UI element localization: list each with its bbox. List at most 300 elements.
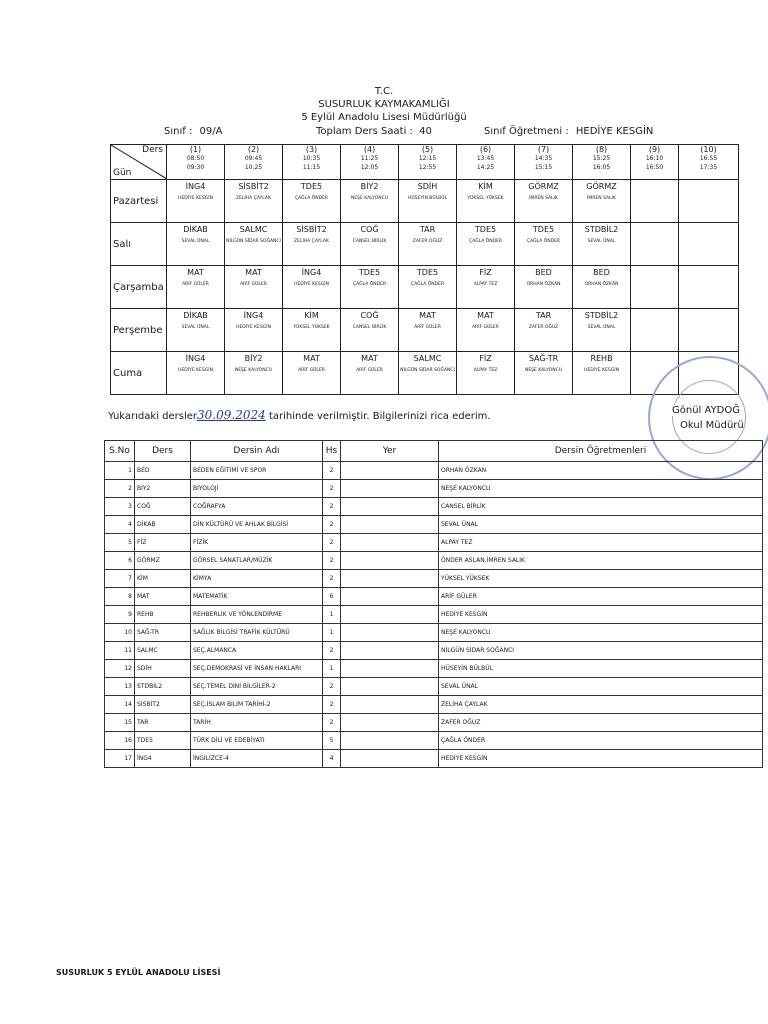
lesson-code: MAT: [477, 311, 494, 320]
period-end: 15:15: [534, 164, 553, 171]
period-number: (3): [305, 145, 318, 154]
course-teachers: YÜKSEL YÜKSEK: [439, 570, 763, 588]
course-teachers: SEVAL ÜNAL: [439, 678, 763, 696]
lesson-teacher: ÇAĞLA ÖNDER: [352, 282, 387, 287]
principal-name: Gönül AYDOĞ: [672, 405, 740, 416]
course-row: [105, 606, 763, 624]
lesson-teacher: NİLGÜN SİDAR SOĞANCI: [400, 368, 455, 373]
lesson-teacher: ORHAN ÖZKAN: [584, 282, 619, 287]
course-row: [105, 462, 763, 480]
course-teachers: SEVAL ÜNAL: [439, 516, 763, 534]
period-start: 11:25: [360, 155, 379, 162]
schedule-day-row: [111, 223, 739, 266]
course-hours: 2: [323, 696, 341, 714]
lesson-cell: [399, 266, 457, 309]
principal-title: Okul Müdürü: [680, 420, 744, 431]
header-teachers: Dersin Öğretmenleri: [439, 441, 763, 462]
course-number: 10: [105, 624, 135, 642]
course-hours: 1: [323, 606, 341, 624]
lesson-cell: [341, 180, 399, 223]
lesson-cell: [515, 352, 573, 395]
lesson-teacher: ZELİHA ÇAYLAK: [294, 239, 329, 244]
course-teachers: NİLGÜN SİDAR SOĞANCI: [439, 642, 763, 660]
lesson-code: TDE5: [358, 268, 381, 277]
course-hours: 2: [323, 480, 341, 498]
course-code: SİSBİT2: [135, 696, 191, 714]
course-teachers: NEŞE KALYONCU: [439, 480, 763, 498]
lesson-cell: [167, 223, 225, 266]
lesson-teacher: HÜSEYİN BÜLBÜL: [407, 196, 448, 201]
lesson-code: [679, 352, 738, 354]
lesson-code: FİZ: [479, 354, 492, 363]
course-hours: 1: [323, 624, 341, 642]
lesson-teacher: ZELİHA ÇAYLAK: [236, 196, 271, 201]
lesson-cell: [399, 352, 457, 395]
header-district: SUSURLUK KAYMAKAMLIĞI: [318, 99, 450, 110]
course-code: KİM: [135, 570, 191, 588]
lesson-teacher: HEDİYE KESGİN: [294, 282, 329, 287]
lesson-cell: [631, 266, 679, 309]
period-number: (5): [421, 145, 434, 154]
course-row: [105, 732, 763, 750]
lesson-code: BED: [593, 268, 610, 277]
lesson-teacher: ÇAĞLA ÖNDER: [294, 196, 329, 201]
course-row: [105, 552, 763, 570]
period-end: 12:05: [360, 164, 379, 171]
course-code: DİKAB: [135, 516, 191, 534]
lesson-code: İNG4: [185, 182, 206, 191]
lesson-cell: [573, 266, 631, 309]
lesson-code: MAT: [303, 354, 320, 363]
course-teachers: HEDİYE KESGİN: [439, 606, 763, 624]
course-number: 15: [105, 714, 135, 732]
course-row: [105, 588, 763, 606]
lesson-code: SİSBİT2: [296, 225, 327, 234]
lesson-teacher: ARİF GÜLER: [182, 282, 209, 287]
course-number: 4: [105, 516, 135, 534]
period-end: 17:35: [699, 164, 718, 171]
course-code: SAĞ-TR: [135, 624, 191, 642]
course-hours: 2: [323, 534, 341, 552]
lesson-cell: [679, 223, 739, 266]
period-end: 11:15: [302, 164, 321, 171]
course-row: [105, 660, 763, 678]
lesson-cell: [679, 266, 739, 309]
lesson-cell: [631, 223, 679, 266]
lesson-code: MAT: [361, 354, 378, 363]
lesson-teacher: ÇAĞLA ÖNDER: [410, 282, 445, 287]
course-number: 5: [105, 534, 135, 552]
period-number: (9): [648, 145, 661, 154]
period-number: (7): [537, 145, 550, 154]
course-room: [341, 552, 439, 570]
lesson-teacher: SEVAL ÜNAL: [587, 239, 616, 244]
lesson-code: MAT: [187, 268, 204, 277]
course-row: [105, 570, 763, 588]
lesson-code: GÖRMZ: [528, 182, 559, 191]
course-code: SALMC: [135, 642, 191, 660]
lesson-teacher: ARİF GÜLER: [356, 368, 383, 373]
course-number: 3: [105, 498, 135, 516]
course-teachers: ORHAN ÖZKAN: [439, 462, 763, 480]
notice-prefix: Yukarıdaki dersler: [108, 411, 198, 422]
course-room: [341, 588, 439, 606]
course-name: TÜRK DİLİ VE EDEBİYATI: [191, 732, 323, 750]
class-label: Sınıf :: [164, 126, 193, 137]
lesson-code: [679, 309, 738, 311]
lesson-cell: [515, 266, 573, 309]
lesson-code: REHB: [590, 354, 613, 363]
total-value: 40: [419, 126, 432, 137]
course-code: BED: [135, 462, 191, 480]
period-header: [341, 145, 399, 180]
course-room: [341, 714, 439, 732]
day-name: Pazartesi: [111, 180, 167, 223]
schedule-header-row: [111, 145, 739, 180]
course-hours: 2: [323, 552, 341, 570]
lesson-code: COĞ: [360, 311, 379, 320]
lesson-code: TDE5: [532, 225, 555, 234]
lesson-cell: [457, 352, 515, 395]
course-row: [105, 624, 763, 642]
course-hours: 6: [323, 588, 341, 606]
course-room: [341, 642, 439, 660]
header-no: S.No: [105, 441, 135, 462]
schedule-day-row: [111, 180, 739, 223]
notice-suffix: tarihinde verilmiştir. Bilgilerinizi rica ederim.: [268, 411, 491, 422]
course-hours: 2: [323, 516, 341, 534]
lesson-code: [679, 223, 738, 225]
day-name: Perşembe: [111, 309, 167, 352]
lesson-code: [631, 352, 678, 354]
lesson-teacher: CANSEL BİRLİK: [352, 239, 387, 244]
course-name: İNGİLİZCE-4: [191, 750, 323, 768]
teacher-label: Sınıf Öğretmeni :: [484, 126, 569, 137]
course-code: GÖRMZ: [135, 552, 191, 570]
day-name: Çarşamba: [111, 266, 167, 309]
course-name: SAĞLIK BİLGİSİ TRAFİK KÜLTÜRÜ: [191, 624, 323, 642]
course-teachers: ARİF GÜLER: [439, 588, 763, 606]
handwritten-date: 30.09.2024: [197, 408, 266, 422]
schedule-day-row: [111, 309, 739, 352]
lesson-code: TDE5: [300, 182, 323, 191]
footer-school: SUSURLUK 5 EYLÜL ANADOLU LİSESİ: [56, 968, 221, 977]
course-code: REHB: [135, 606, 191, 624]
lesson-code: SALMC: [413, 354, 442, 363]
course-name: DİN KÜLTÜRÜ VE AHLAK BİLGİSİ: [191, 516, 323, 534]
period-number: (8): [595, 145, 608, 154]
lesson-teacher: CANSEL BİRLİK: [352, 325, 387, 330]
lesson-teacher: HEDİYE KESGİN: [178, 196, 213, 201]
lesson-cell: [167, 180, 225, 223]
lesson-cell: [225, 266, 283, 309]
course-row: [105, 480, 763, 498]
lesson-teacher: ORHAN ÖZKAN: [526, 282, 561, 287]
lesson-code: BED: [535, 268, 552, 277]
course-code: BİY2: [135, 480, 191, 498]
lesson-cell: [399, 180, 457, 223]
period-header: [225, 145, 283, 180]
period-header: [283, 145, 341, 180]
lesson-code: [631, 266, 678, 268]
lesson-code: KİM: [304, 311, 319, 320]
lesson-code: TAR: [419, 225, 436, 234]
lesson-cell: [283, 309, 341, 352]
course-teachers: HÜSEYİN BÜLBÜL: [439, 660, 763, 678]
course-row: [105, 714, 763, 732]
course-name: REHBERLİK VE YÖNLENDİRME: [191, 606, 323, 624]
lesson-code: SDİH: [417, 182, 438, 191]
lesson-cell: [457, 223, 515, 266]
lesson-cell: [167, 352, 225, 395]
weekly-schedule: [110, 144, 739, 395]
day-name: Salı: [111, 223, 167, 266]
lesson-teacher: HEDİYE KESGİN: [236, 325, 271, 330]
day-name: Cuma: [111, 352, 167, 395]
period-header: [679, 145, 739, 180]
period-end: 14:25: [476, 164, 495, 171]
lesson-teacher: ARİF GÜLER: [240, 282, 267, 287]
course-room: [341, 480, 439, 498]
course-name: COĞRAFYA: [191, 498, 323, 516]
course-code: COĞ: [135, 498, 191, 516]
lesson-code: STDBİL2: [584, 225, 619, 234]
period-number: (6): [479, 145, 492, 154]
course-name: MATEMATİK: [191, 588, 323, 606]
lesson-teacher: NEŞE KALYONCU: [524, 368, 563, 373]
course-number: 2: [105, 480, 135, 498]
lesson-code: BİY2: [360, 182, 379, 191]
lesson-teacher: SEVAL ÜNAL: [587, 325, 616, 330]
lesson-cell: [631, 309, 679, 352]
course-number: 11: [105, 642, 135, 660]
header-hours: Hs: [323, 441, 341, 462]
course-row: [105, 678, 763, 696]
period-start: 15:25: [592, 155, 611, 162]
lesson-code: İNG4: [185, 354, 206, 363]
course-name: FİZİK: [191, 534, 323, 552]
lesson-cell: [457, 309, 515, 352]
lesson-cell: [573, 180, 631, 223]
course-number: 6: [105, 552, 135, 570]
course-number: 12: [105, 660, 135, 678]
lesson-code: [631, 223, 678, 225]
period-header: [631, 145, 679, 180]
course-number: 14: [105, 696, 135, 714]
lesson-cell: [457, 180, 515, 223]
lesson-cell: [573, 309, 631, 352]
course-number: 7: [105, 570, 135, 588]
schedule-corner: [111, 145, 167, 180]
lesson-code: [631, 180, 678, 182]
lesson-cell: [341, 223, 399, 266]
period-end: 16:50: [645, 164, 664, 171]
lesson-cell: [399, 309, 457, 352]
lesson-teacher: YÜKSEL YÜKSEK: [293, 325, 330, 330]
lesson-cell: [225, 352, 283, 395]
class-value: 09/A: [199, 126, 223, 137]
lesson-cell: [399, 223, 457, 266]
lesson-cell: [573, 223, 631, 266]
lesson-code: COĞ: [360, 225, 379, 234]
course-row: [105, 696, 763, 714]
lesson-code: MAT: [419, 311, 436, 320]
lesson-teacher: ZAFER OĞUZ: [528, 325, 559, 330]
lesson-cell: [225, 309, 283, 352]
course-number: 13: [105, 678, 135, 696]
period-header: [573, 145, 631, 180]
lesson-code: MAT: [245, 268, 262, 277]
period-start: 08:50: [186, 155, 205, 162]
period-number: (4): [363, 145, 376, 154]
header-tc: T.C.: [374, 86, 394, 97]
course-hours: 2: [323, 642, 341, 660]
course-name: SEÇ.DEMOKRASİ VE İNSAN HAKLARI: [191, 660, 323, 678]
course-name: KİMYA: [191, 570, 323, 588]
period-number: (10): [700, 145, 717, 154]
course-name: GÖRSEL SANATLAR/MÜZİK: [191, 552, 323, 570]
period-end: 12:55: [418, 164, 437, 171]
lesson-cell: [631, 180, 679, 223]
lesson-cell: [225, 223, 283, 266]
period-header: [167, 145, 225, 180]
header-room: Yer: [341, 441, 439, 462]
lesson-teacher: SEVAL ÜNAL: [181, 239, 210, 244]
lesson-teacher: ARİF GÜLER: [472, 325, 499, 330]
total-label: Toplam Ders Saati :: [316, 126, 413, 137]
course-room: [341, 732, 439, 750]
lesson-code: [631, 309, 678, 311]
course-name: TARİH: [191, 714, 323, 732]
course-room: [341, 462, 439, 480]
lesson-teacher: ARİF GÜLER: [298, 368, 325, 373]
lesson-cell: [515, 223, 573, 266]
period-header: [399, 145, 457, 180]
lesson-cell: [679, 309, 739, 352]
course-number: 9: [105, 606, 135, 624]
course-list: [104, 440, 763, 768]
period-end: 16:05: [592, 164, 611, 171]
lesson-code: [679, 180, 738, 182]
course-room: [341, 534, 439, 552]
lesson-teacher: İMREN SALIK: [529, 196, 558, 201]
course-name: SEÇ.ALMANCA: [191, 642, 323, 660]
lesson-code: GÖRMZ: [586, 182, 617, 191]
period-start: 10:35: [302, 155, 321, 162]
lesson-teacher: İMREN SALIK: [587, 196, 616, 201]
schedule-day-row: [111, 352, 739, 395]
course-code: TDE5: [135, 732, 191, 750]
course-teachers: ÖNDER ASLAN,İMREN SALIK: [439, 552, 763, 570]
lesson-code: FİZ: [479, 268, 492, 277]
lesson-code: SİSBİT2: [238, 182, 269, 191]
course-room: [341, 606, 439, 624]
period-start: 14:35: [534, 155, 553, 162]
course-code: MAT: [135, 588, 191, 606]
course-teachers: CANSEL BİRLİK: [439, 498, 763, 516]
course-room: [341, 660, 439, 678]
notice: [108, 408, 491, 422]
lesson-teacher: ALPAY TEZ: [473, 282, 498, 287]
lesson-teacher: ÇAĞLA ÖNDER: [526, 239, 561, 244]
course-code: STDBİL2: [135, 678, 191, 696]
lesson-teacher: SEVAL ÜNAL: [181, 325, 210, 330]
course-teachers: NEŞE KALYONCU: [439, 624, 763, 642]
course-teachers: HEDİYE KESGİN: [439, 750, 763, 768]
lesson-code: İNG4: [243, 311, 264, 320]
lesson-code: İNG4: [301, 268, 322, 277]
lesson-cell: [283, 352, 341, 395]
period-end: 09:30: [186, 164, 205, 171]
lesson-code: SALMC: [239, 225, 268, 234]
course-row: [105, 642, 763, 660]
course-room: [341, 750, 439, 768]
course-row: [105, 516, 763, 534]
lesson-code: TDE5: [474, 225, 497, 234]
course-number: 17: [105, 750, 135, 768]
homeroom-teacher: [484, 126, 653, 137]
lesson-teacher: NİLGÜN SİDAR SOĞANCI: [226, 239, 281, 244]
period-start: 12:15: [418, 155, 437, 162]
lesson-cell: [341, 309, 399, 352]
course-room: [341, 678, 439, 696]
lesson-teacher: ÇAĞLA ÖNDER: [468, 239, 503, 244]
lesson-teacher: ZAFER OĞUZ: [412, 239, 443, 244]
course-hours: 1: [323, 660, 341, 678]
lesson-code: TDE5: [416, 268, 439, 277]
course-code: TAR: [135, 714, 191, 732]
lesson-cell: [167, 266, 225, 309]
header-code: Ders: [135, 441, 191, 462]
lesson-teacher: NEŞE KALYONCU: [234, 368, 273, 373]
course-hours: 5: [323, 732, 341, 750]
lesson-code: DİKAB: [183, 225, 208, 234]
course-hours: 2: [323, 714, 341, 732]
lesson-cell: [573, 352, 631, 395]
total-hours: [316, 126, 432, 137]
lesson-teacher: HEDİYE KESGİN: [178, 368, 213, 373]
course-number: 1: [105, 462, 135, 480]
lesson-cell: [225, 180, 283, 223]
schedule-day-row: [111, 266, 739, 309]
lesson-teacher: ALPAY TEZ: [473, 368, 498, 373]
course-name: SEÇ.TEMEL DİNİ BİLGİLER-2: [191, 678, 323, 696]
period-end: 10:25: [244, 164, 263, 171]
course-name: BEDEN EĞİTİMİ VE SPOR: [191, 462, 323, 480]
lesson-cell: [167, 309, 225, 352]
course-teachers: ÇAĞLA ÖNDER: [439, 732, 763, 750]
period-number: (1): [189, 145, 202, 154]
lesson-cell: [283, 266, 341, 309]
header-name: Dersin Adı: [191, 441, 323, 462]
period-start: 16:55: [699, 155, 718, 162]
period-start: 09:45: [244, 155, 263, 162]
period-header: [457, 145, 515, 180]
teacher-value: HEDİYE KESGİN: [575, 126, 654, 137]
lesson-cell: [457, 266, 515, 309]
lesson-code: [679, 266, 738, 268]
lesson-cell: [341, 352, 399, 395]
course-code: SDİH: [135, 660, 191, 678]
header-school: 5 Eylül Anadolu Lisesi Müdürlüğü: [301, 112, 467, 123]
course-row: [105, 750, 763, 768]
course-room: [341, 570, 439, 588]
class-info: [164, 126, 222, 137]
corner-gun: Gün: [113, 168, 132, 178]
course-room: [341, 516, 439, 534]
course-number: 8: [105, 588, 135, 606]
lesson-code: KİM: [478, 182, 493, 191]
